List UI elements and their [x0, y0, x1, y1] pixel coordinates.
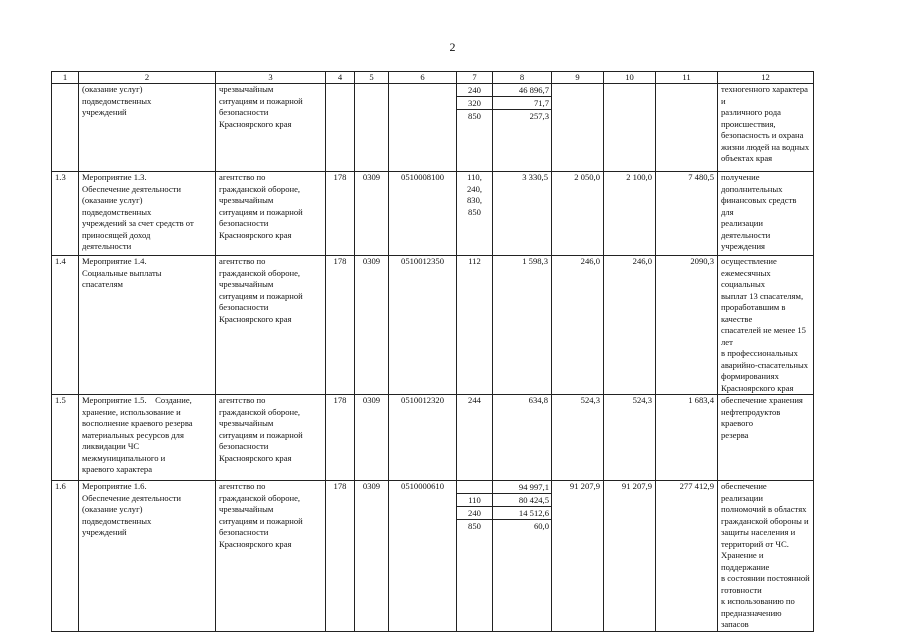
amount-year-2: 2 050,0	[552, 172, 604, 256]
amount-year-2: 246,0	[552, 256, 604, 395]
col-header-11: 11	[656, 72, 718, 84]
row-number: 1.3	[52, 172, 79, 256]
measure-name: Мероприятие 1.3. Обеспечение деятельности (оказание услуг) подведомственных учреждений за счет средств от приносящей доход деятельности	[79, 172, 216, 256]
table-row-continuation	[52, 84, 814, 172]
expected-result: обеспечение хранения нефтепродуктов краевого резерва	[718, 395, 814, 481]
col-header-2: 2	[79, 72, 216, 84]
col-header-1: 1	[52, 72, 79, 84]
table-row-measure-1-3	[52, 172, 814, 256]
amount-year-2: 91 207,9	[552, 481, 604, 632]
expected-result: осуществление ежемесячных социальных выплат 13 спасателям, проработавшим в качестве спасателей не менее 15 лет в профессиональных аварийно-спасательных формированиях Красноярского края	[718, 256, 814, 395]
measure-name: Мероприятие 1.5. Создание, хранение, использование и восполнение краевого резерва материальных ресурсов для ликвидации ЧС межмуниципального и краевого характера	[79, 395, 216, 481]
executor: чрезвычайным ситуациям и пожарной безопасности Красноярского края	[216, 84, 326, 172]
column-numbers-row	[52, 72, 814, 84]
measure-name: Мероприятие 1.6. Обеспечение деятельности (оказание услуг) подведомственных учреждений	[79, 481, 216, 632]
col-header-5: 5	[355, 72, 389, 84]
row-number: 1.4	[52, 256, 79, 395]
measure-name: (оказание услуг) подведомственных учреждений	[79, 84, 216, 172]
section-code: 0309	[355, 395, 389, 481]
expected-result: техногенного характера и различного рода происшествия, безопасность и охрана жизни людей на водных объектах края	[718, 84, 814, 172]
page-number: 2	[449, 40, 456, 54]
amounts: 46 896,7 71,7 257,3	[493, 84, 552, 172]
target-article-code: 0510012350	[389, 256, 457, 395]
amounts: 94 997,1 80 424,5 14 512,6 60,0	[493, 481, 552, 632]
target-article-code: 0510000610	[389, 481, 457, 632]
amount-year-1: 634,8	[493, 395, 552, 481]
target-article-code: 0510008100	[389, 172, 457, 256]
measure-name: Мероприятие 1.4. Социальные выплаты спасателям	[79, 256, 216, 395]
table-row-measure-1-4	[52, 256, 814, 395]
expense-type-codes: 110 240 850	[457, 481, 493, 632]
amount-year-3: 2 100,0	[604, 172, 656, 256]
amount-total: 7 480,5	[656, 172, 718, 256]
amount-year-1: 3 330,5	[493, 172, 552, 256]
grbs-code: 178	[326, 395, 355, 481]
col-header-10: 10	[604, 72, 656, 84]
section-code: 0309	[355, 481, 389, 632]
section-code: 0309	[355, 172, 389, 256]
col-header-7: 7	[457, 72, 493, 84]
amount-total: 1 683,4	[656, 395, 718, 481]
expected-result: получение дополнительных финансовых средств для реализации деятельности учреждения	[718, 172, 814, 256]
col-header-6: 6	[389, 72, 457, 84]
executor: агентство по гражданской обороне, чрезвычайным ситуациям и пожарной безопасности Красноярского края	[216, 395, 326, 481]
col-header-8: 8	[493, 72, 552, 84]
executor: агентство по гражданской обороне, чрезвычайным ситуациям и пожарной безопасности Красноярского края	[216, 481, 326, 632]
row-number: 1.6	[52, 481, 79, 632]
col-header-9: 9	[552, 72, 604, 84]
expense-type-codes: 110, 240, 830, 850	[457, 172, 493, 256]
table-row-measure-1-6	[52, 481, 814, 632]
grbs-code: 178	[326, 172, 355, 256]
amount-year-3: 246,0	[604, 256, 656, 395]
expense-type-code: 112	[457, 256, 493, 395]
program-table	[51, 71, 814, 632]
table-row-measure-1-5	[52, 395, 814, 481]
amount-year-2: 524,3	[552, 395, 604, 481]
grbs-code: 178	[326, 481, 355, 632]
amount-total: 2090,3	[656, 256, 718, 395]
grbs-code: 178	[326, 256, 355, 395]
amount-year-1: 1 598,3	[493, 256, 552, 395]
expense-type-codes: 240 320 850	[457, 84, 493, 172]
amount-year-3: 524,3	[604, 395, 656, 481]
row-number: 1.5	[52, 395, 79, 481]
amount-year-3: 91 207,9	[604, 481, 656, 632]
executor: агентство по гражданской обороне, чрезвычайным ситуациям и пожарной безопасности Красноярского края	[216, 256, 326, 395]
section-code: 0309	[355, 256, 389, 395]
expected-result: обеспечение реализации полномочий в областях гражданской обороны и защиты населения и территорий от ЧС. Хранение и поддержание в состоянии постоянной готовности к использованию по предназначению запасов	[718, 481, 814, 632]
target-article-code: 0510012320	[389, 395, 457, 481]
col-header-4: 4	[326, 72, 355, 84]
col-header-3: 3	[216, 72, 326, 84]
expense-type-code: 244	[457, 395, 493, 481]
executor: агентство по гражданской обороне, чрезвычайным ситуациям и пожарной безопасности Красноярского края	[216, 172, 326, 256]
amount-total: 277 412,9	[656, 481, 718, 632]
col-header-12: 12	[718, 72, 814, 84]
